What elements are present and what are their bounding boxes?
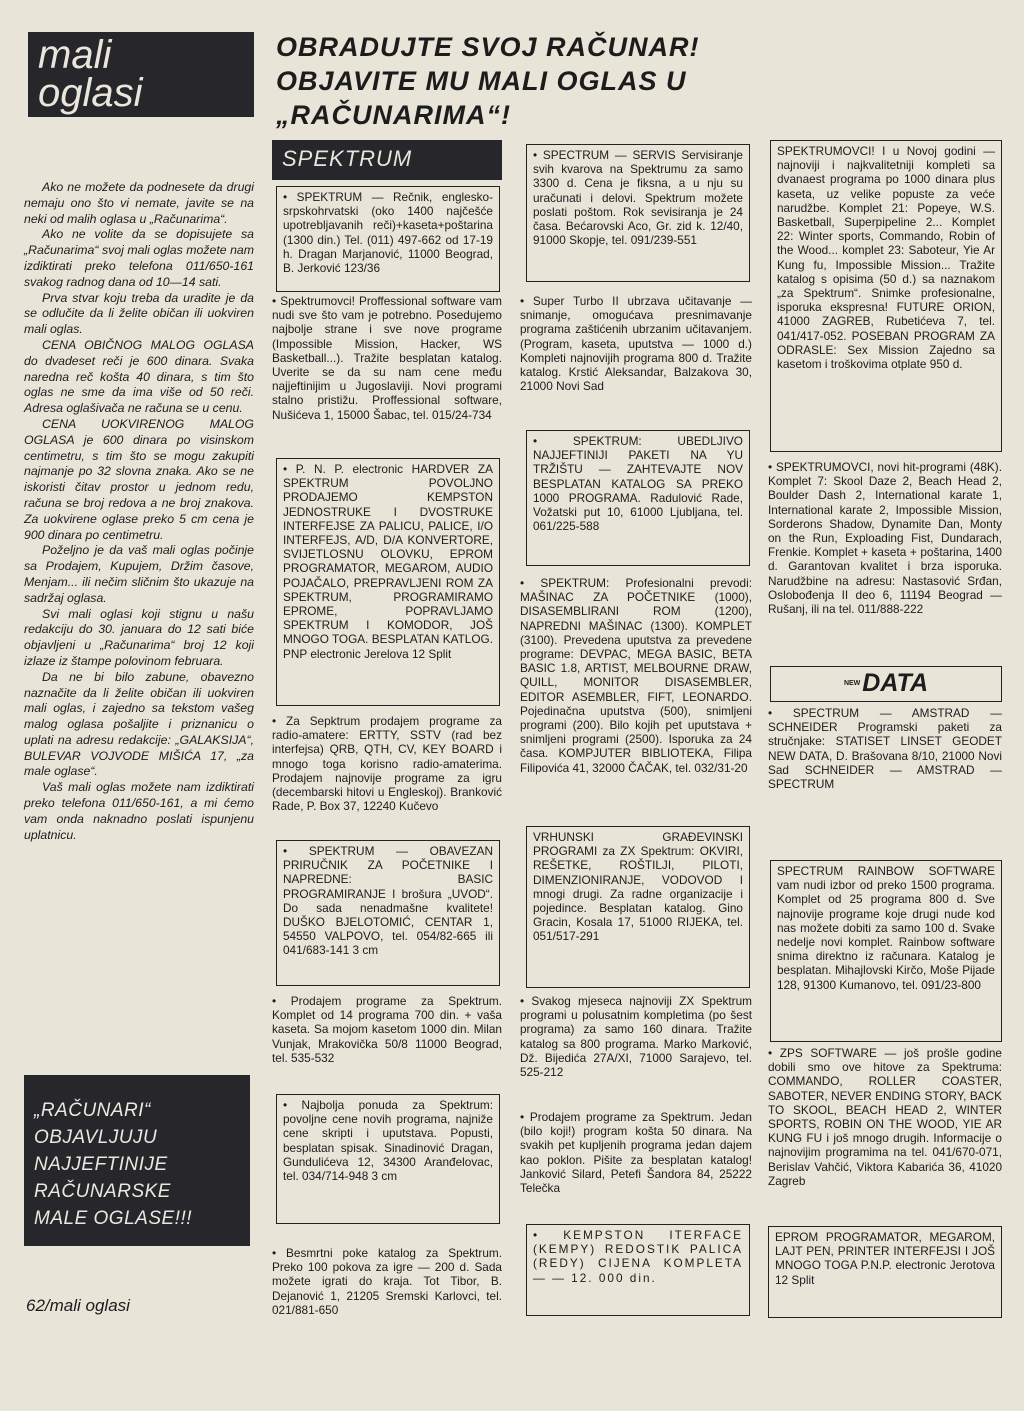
classified-ad — [768, 1046, 1002, 1222]
classified-ad — [520, 294, 752, 412]
classified-ad — [520, 994, 752, 1104]
intro-paragraph: CENA UOKVIRENOG MALOG OGLASA je 600 dinara po visinskom centimetru, s tim što se mogu zakupiti najmanje po 32 slovna znaka. Ako se ne iskoristi čitav prostor u jednom redu, računa se broj redova a ne broj znakova. Za uokvirene oglase preko 5 cm cena je 900 dinara po centimetru. — [24, 416, 254, 542]
classified-ad-boxed — [276, 840, 500, 986]
ad-text: • SPECTRUM — SERVIS Servisiranje svih kvarova na Spektrumu za samo 3300 d. Cena je fiksna, a u nju su uračunati i delovi. Spektrum možete poslati poštom. Rok sevisiranja je 24 časa. Bećarovski Aco, Gr. zid k. 12/40, 91000 Skopje, tel. 091/239-551 — [533, 148, 743, 248]
classified-ad-boxed — [276, 186, 500, 292]
ad-text: • Super Turbo II ubrzava učitavanje — snimanje, omogućava presnimavanje programa zaštićenih ubrzanim učitavanjem. (Program, kaseta, uputstva — 1000 d.) Kompleti najnovijih programa 800 d. Tražite katalog. Krstić Aleksandar, Balzakova 30, 21000 Novi Sad — [520, 294, 752, 394]
intro-paragraph: Svi mali oglasi koji stignu u našu redakciju do 30. januara do 12 sati biće objavljeni u „Računarima“ broj 12 koji izlaze iz štampe polovinom februara. — [24, 606, 254, 668]
intro-paragraph: CENA OBIČNOG MALOG OGLASA do dvadeset reči je 600 dinara. Svaka naredna reč košta 40 dinara, s tim što oglas ne sme da ima više od 50 reči. Adresa oglašivača ne računa se u cenu. — [24, 337, 254, 416]
ad-text: • Najbolja ponuda za Spektrum: povoljne cene novih programa, najniže cene skripti i uputstava. Popusti, besplatan spisak. Sinadinović Dragan, Gundulićeva 12, 34300 Aranđelovac, tel. 034/714-948 3 cm — [283, 1098, 493, 1184]
ad-text: • Spektrumovci! Proffessional software vam nudi sve što vam je potrebno. Posedujemo najbolje strane i sve nove programe (Impossible Mission, Hacker, WS Basketball...). Tražite besplatan katalog. Uverite se da su nam cene među najjeftinijim u Jugoslaviji. Novi programi stalno pristižu. Proffessional software, Nušićeva 1, 15000 Šabac, tel. 015/24-734 — [272, 294, 502, 422]
new-data-logo-prefix: NEW — [843, 680, 861, 688]
classified-ad — [520, 576, 752, 820]
intro-paragraph: Ako ne volite da se dopisujete sa „Računarima“ svoj mali oglas možete nam izdiktirati preko telefona 011/650-161 svakog radnog dana od 10—14 sati. — [24, 227, 254, 289]
ad-text: • SPEKTRUM: UBEDLJIVO NAJJEFTINIJI PAKETI NA YU TRŽIŠTU — ZAHTEVAJTE NOV BESPLATAN KATALOG SA PREKO 1000 PROGRAMA. Radulović Rade, Vožatski put 10, 61000 Ljubljana, tel. 061/225-588 — [533, 434, 743, 534]
classified-ad-boxed — [770, 140, 1002, 452]
classified-ad — [520, 1110, 752, 1220]
promo-line: NAJJEFTINIJE — [34, 1154, 168, 1175]
ad-text: VRHUNSKI GRAĐEVINSKI PROGRAMI za ZX Spektrum: OKVIRI, REŠETKE, ROŠTILJI, PILOTI, DIMENZIONIRANJE, VODOVOD I mnogi drugi. Za radne organizacije i pojedince. Besplatan katalog. Gino Gracin, Kosala 17, 51000 RIJEKA, tel. 051/517-291 — [533, 830, 743, 944]
ad-text: • Za Sepktrum prodajem programe za radio-amatere: ERTTY, SSTV (rad bez interfejsa) QRB, QTH, CV, KEY BOARD i mnogo toga korisno radio-amaterima. Prodajem najnovije programe za igru (decembarski hitovi u Engleskoj). Branković Rade, P. Box 37, 12240 Kučevo — [272, 714, 502, 814]
classified-ad-boxed — [526, 430, 750, 566]
classified-ad — [768, 460, 1002, 660]
ad-text: • SPECTRUM — AMSTRAD — SCHNEIDER Programski paketi za stručnjake: STATISET LINSET GEODET NEW DATA, D. Brašovana 8/10, 21000 Novi Sad SCHNEIDER — AMSTRAD — SPECTRUM — [768, 706, 1002, 792]
ad-text: EPROM PROGRAMATOR, MEGAROM, LAJT PEN, PRINTER INTERFEJSI I JOŠ MNOGO TOGA P.N.P. electronic Jerotova 12 Split — [775, 1230, 995, 1287]
classified-ad-boxed — [276, 1094, 500, 1224]
intro-paragraph: Prva stvar koju treba da uradite je da se odlučite da li želite običan ili uokviren mali oglas. — [24, 290, 254, 337]
promo-line: MALE OGLASE!!! — [34, 1208, 192, 1229]
classified-ad — [272, 1246, 502, 1324]
headline — [276, 30, 756, 132]
ad-text: • KEMPSTON ITERFACE (KEMPY) REDOSTIK PALICA (REDY) CIJENA KOMPLETA — — 12. 000 din. — [533, 1228, 743, 1285]
headline-line-3: „RAČUNARIMA“! — [276, 100, 511, 130]
intro-paragraph: Da ne bi bilo zabune, obavezno naznačite da li želite običan ili uokviren mali oglas, i zajedno sa tekstom vašeg malog oglasa pošaljite i priznanicu o uplati na adresu redakcije: „GALAKSIJA“, BULEVAR VOJVODE MIŠIĆA 17, „za male oglase“. — [24, 669, 254, 779]
ad-text: • SPEKTRUM — Rečnik, englesko-srpskohrvatski (oko 1400 najčešće upotrebljavanih reči)+kaseta+poštarina (1300 din.) Tel. (011) 497-662 od 17-19 h. Dragan Marjanović, 11000 Beograd, B. Jerković 123/36 — [283, 190, 493, 276]
section-spektrum-header: SPEKTRUM — [272, 140, 502, 180]
intro-paragraph: Ako ne možete da podnesete da drugi nemaju ono što vi nemate, javite se na neki od malih oglasa u „Računarima“. — [24, 180, 254, 226]
section-title-box — [28, 32, 254, 117]
classified-ad-boxed — [768, 1226, 1002, 1318]
classified-ad — [768, 706, 1002, 854]
ad-text: • Besmrtni poke katalog za Spektrum. Preko 100 pokova za igre — 200 d. Sada možete igrati do kraja. Tot Tibor, B. Dejanović 1, 21205 Sremski Karlovci, tel. 021/881-650 — [272, 1246, 502, 1317]
classified-ad-boxed — [276, 458, 500, 706]
ad-text: • Svakog mjeseca najnoviji ZX Spektrum programi u polusatnim kompletima (po šest programa) za samo 160 dinara. Tražite katalog sa 800 programa. Marko Marković, Dž. Bijedića 27A/XI, 71000 Sarajevo, tel. 525-212 — [520, 994, 752, 1080]
ad-text: • P. N. P. electronic HARDVER ZA SPEKTRUM POVOLJNO PRODAJEMO KEMPSTON JEDNOSTRUKE I DVOSTRUKE INTERFEJSE ZA PALICU, PALICE, I/O INTERFEJS, A/D, D/A KONVERTORE, SVIJETLOSNU OLOVKU, EPROM PROGRAMATOR, MEGAROM, AUDIO POJAČALO, PREPRAVLJENI ROM ZA SPEKTRUM, PROGRAMIRAMO EPROME, POPRAVLJAMO SPEKTRUM I KOMODOR, JOŠ MNOGO TOGA. BESPLATAN KATLOG. PNP electronic Jerelova 12 Split — [283, 462, 493, 661]
promo-line: „RAČUNARI“ — [34, 1100, 151, 1121]
ad-text: SPEKTRUMOVCI! I u Novoj godini — najnoviji i najkvalitetniji kompleti sa dvanaest programa po 1000 dinara plus kaseta, uz velike popuste za veće narudžbe. Komplet 21: Popeye, W.S. Basketball, Superpipeline 2... Komplet 22: Winter sports, Commando, Robin of the Wood... komplet 23: Saboteur, Yie Ar Kung fu, Impossible Mission... Tražite katalog s opisima (50 d.) sa naznakom „za Spektrum“. Snimke profesionalne, isporuka ekspresna! FUTURE ORION, 41000 ZAGREB, Rubetićeva 7, tel. 041/417-052. POSEBAN PROGRAM ZA ODRASLE: Sex Mission Zajedno sa kasetom i troškovima otplate 950 d. — [777, 144, 995, 372]
classified-ad-boxed — [770, 860, 1002, 1042]
promo-line: RAČUNARSKE — [34, 1181, 171, 1202]
classified-ad-boxed — [526, 1224, 750, 1316]
section-title-line-1: mali — [38, 33, 112, 77]
new-data-logo — [770, 666, 1002, 702]
ad-text: SPECTRUM RAINBOW SOFTWARE vam nudi izbor od preko 1500 programa. Komplet od 25 programa 800 d. Sve najnovije programe koje drugi nude kod nas možete dobiti za samo 100 d. Svake nedelje novi komplet. Rainbow software snima direktno iz računara. Katalog je besplatan. Mihajlovski Kirčo, Moše Pijade 128, 91300 Kumanovo, tel. 091/23-800 — [777, 864, 995, 992]
headline-line-1: OBRADUJTE SVOJ RAČUNAR! — [276, 32, 700, 62]
new-data-logo-text: DATA — [862, 669, 929, 697]
intro-paragraph: Vaš mali oglas možete nam izdiktirati preko telefona 011/650-161, a mi ćemo vam onda naknadno poslati ispunjenu uplatnicu. — [24, 780, 254, 842]
ad-text: • Prodajem programe za Spektrum. Komplet od 14 programa 700 din. + vaša kaseta. Sa mojom kasetom 1000 din. Milan Vunjak, Mrakovička 50/8 11000 Beograd, tel. 535-532 — [272, 994, 502, 1065]
ad-text: • Prodajem programe za Spektrum. Jedan (bilo koji!) program košta 50 dinara. Na svakih pet kupljenih programa jedan dajem kao poklon. Pišite za besplatan katalog! Janković Silard, Petefi Šandora 84, 25222 Telečka — [520, 1110, 752, 1196]
headline-line-2: OBJAVITE MU MALI OGLAS U — [276, 66, 687, 96]
ad-text: • SPEKTRUM — OBAVEZAN PRIRUČNIK ZA POČETNIKE I NAPREDNE: BASIC PROGRAMIRANJE I brošura „UVOD“. Do sada nenadmašne kvalitete! DUŠKO BJELOTOMIĆ, CENTAR 1, 54550 VALPOVO, tel. 054/82-665 ili 041/683-141 3 cm — [283, 844, 493, 958]
page-footer: 62/mali oglasi — [26, 1296, 130, 1315]
classified-ad — [272, 714, 502, 830]
promo-box — [24, 1075, 250, 1246]
ad-text: • SPEKTRUMOVCI, novi hit-programi (48K). Komplet 7: Skool Daze 2, Beach Head 2, Boulder Dash 2, International karate 1, International karate 2, Impossible Mission, Sorderons Shadow, Dynamite Dan, Monty on the Run, Exploading Fist, Dundarach, Frenkie. Komplet + kaseta + poštarina, 1400 d. Garantovan kvalitet i brza isporuka. Narudžbine na adresu: Nastasović Srđan, Oslobođenja II deo 6, 11194 Beograd — Rušanj, ili na tel. 011/888-222 — [768, 460, 1002, 617]
classified-ad — [272, 294, 502, 452]
ad-text: • ZPS SOFTWARE — još prošle godine dobili smo ove hitove za Spektruma: COMMANDO, ROLLER COASTER, SABOTER, NEVER ENDING STORY, BACK TO SKOOL, BEACH HEAD 2, WINTER SPORTS, ROBIN ON THE WOOD, YIE AR KUNG FU i još mnogo drugih. Informacije o najnovijim programima na tel. 041/670-071, Berislav Vahčić, Viktora Kabarića 36, 41020 Zagreb — [768, 1046, 1002, 1188]
section-title-line-2: oglasi — [38, 71, 143, 115]
intro-paragraph: Poželjno je da vaš mali oglas počinje sa Prodajem, Kupujem, Držim časove, Menjam... ili nečim sličnim što ukazuje na sadržaj oglasa. — [24, 543, 254, 605]
ad-text: • SPEKTRUM: Profesionalni prevodi: MAŠINAC ZA POČETNIKE (1000), DISASEMBLIRANI ROM (1200), NAPREDNI MAŠINAC (1300). KOMPLET (3100). Prevedena uputstva za prevedene programe: DEVPAC, MEGA BASIC, BETA BASIC 1.8, ARTIST, MELBOURNE DRAW, QUILL, MONITOR DISASEMBLER, EDITOR ASEMBLER, FIFT, LEONARDO. Pojedinačna uputstva (500), snimljeni programi (200). Bilo kojih pet uputstava + snimljeni programi (2500). Isporuka za 24 časa. KOMPJUTER BIBLIOTEKA, Filipa Filipovića 41, 32000 ČAČAK, tel. 032/31-20 — [520, 576, 752, 775]
classified-ad-boxed — [526, 826, 750, 988]
promo-line: OBJAVLJUJU — [34, 1127, 158, 1148]
intro-text — [24, 180, 254, 843]
classified-ad — [272, 994, 502, 1082]
classified-ad-boxed — [526, 144, 750, 282]
